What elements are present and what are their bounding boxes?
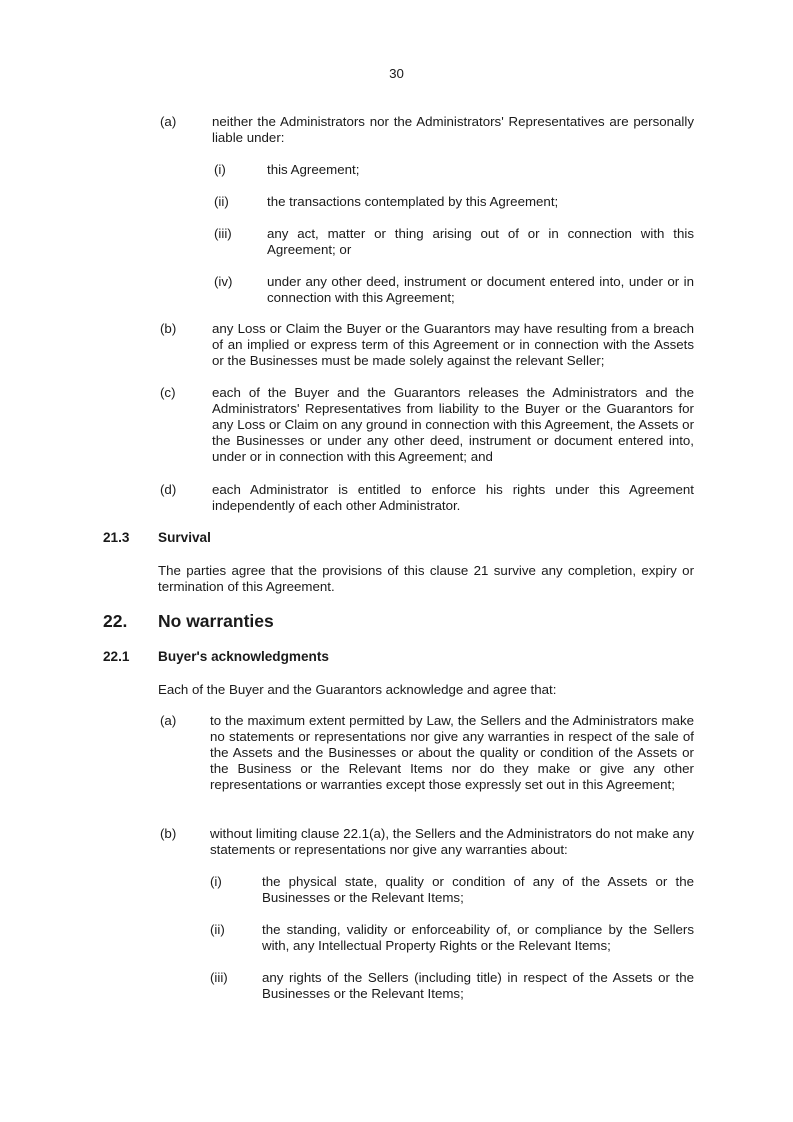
sub-item-text: under any other deed, instrument or document entered into, under or in connection with this Agreement; xyxy=(267,274,694,305)
item-text: without limiting clause 22.1(a), the Sellers and the Administrators do not make any statements or representations nor give any warranties about: xyxy=(210,826,694,857)
page-number: 30 xyxy=(389,66,404,81)
item-text: each of the Buyer and the Guarantors releases the Administrators and the Administrators' Representatives from liability to the Buyer or the Guarantors for any Loss or Claim on any ground in connection with this Agreement, the Assets or the Businesses or under any other deed, instrument or document entered into, under or in connection with this Agreement; and xyxy=(212,385,694,464)
sub-item-label: (ii) xyxy=(214,194,229,209)
sub-item-label: (iv) xyxy=(214,274,233,289)
sub-item-text: the transactions contemplated by this Agreement; xyxy=(267,194,559,209)
item-label: (c) xyxy=(160,385,176,400)
section-number: 22. xyxy=(103,611,128,631)
item-text: neither the Administrators nor the Administrators' Representatives are personally liable under: xyxy=(212,114,694,145)
sub-item-label: (i) xyxy=(210,874,222,889)
item-text: to the maximum extent permitted by Law, the Sellers and the Administrators make no statements or representations nor give any warranties in respect of the sale of the Assets and the Businesses or about the quality or condition of the Assets or the Business or the Relevant Items nor do they make or give any other representations or warranties except those expressly set out in this Agreement; xyxy=(210,713,694,792)
sub-item-label: (ii) xyxy=(210,922,225,937)
section-title: Survival xyxy=(158,530,211,545)
item-label: (d) xyxy=(160,482,177,497)
sub-item-text: this Agreement; xyxy=(267,162,360,177)
section-21-3-body: The parties agree that the provisions of this clause 21 survive any completion, expiry or termination of this Agreement. xyxy=(158,563,694,594)
sub-item-text: the standing, validity or enforceability of, or compliance by the Sellers with, any Intellectual Property Rights or the Relevant Items; xyxy=(262,922,694,953)
item-text: each Administrator is entitled to enforce his rights under this Agreement independently of each other Administrator. xyxy=(212,482,694,513)
sub-item-text: the physical state, quality or condition of any of the Assets or the Businesses or the Relevant Items; xyxy=(262,874,694,905)
sub-item-label: (iii) xyxy=(210,970,228,985)
section-number: 21.3 xyxy=(103,530,130,545)
item-label: (b) xyxy=(160,826,177,841)
section-22-1-intro: Each of the Buyer and the Guarantors acknowledge and agree that: xyxy=(158,682,557,697)
section-title: No warranties xyxy=(158,611,274,631)
sub-item-label: (iii) xyxy=(214,226,232,241)
section-number: 22.1 xyxy=(103,649,130,664)
section-title: Buyer's acknowledgments xyxy=(158,649,329,664)
item-label: (b) xyxy=(160,321,177,336)
item-text: any Loss or Claim the Buyer or the Guarantors may have resulting from a breach of an implied or express term of this Agreement or in connection with the Assets or the Businesses must be made solely against the relevant Seller; xyxy=(212,321,694,368)
sub-item-label: (i) xyxy=(214,162,226,177)
sub-item-text: any act, matter or thing arising out of or in connection with this Agreement; or xyxy=(267,226,694,257)
item-label: (a) xyxy=(160,114,177,129)
sub-item-text: any rights of the Sellers (including title) in respect of the Assets or the Businesses or the Relevant Items; xyxy=(262,970,694,1001)
item-label: (a) xyxy=(160,713,177,728)
